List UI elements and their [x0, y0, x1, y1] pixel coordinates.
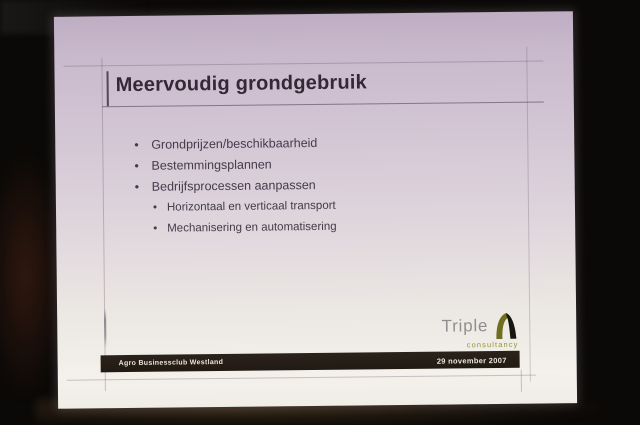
bullet-item — [134, 157, 336, 173]
bullet-marker — [134, 159, 151, 173]
slide-title: Meervoudig grondgebruik — [115, 71, 368, 97]
title-underline — [102, 102, 544, 108]
bullet-text: Horizontaal en verticaal transport — [166, 199, 336, 214]
bullet-text: Grondprijzen/beschikbaarheid — [151, 135, 318, 152]
bullet-text: Mechanisering en automatisering — [167, 220, 337, 235]
footer-date: 29 november 2007 — [436, 355, 507, 366]
logo-tagline: consultancy — [466, 339, 519, 350]
title-accent-bar — [106, 71, 108, 106]
bullet-text: Bedrijfsprocessen aanpassen — [151, 177, 316, 194]
vertical-fineprint-mark — [104, 308, 106, 348]
bullet-text: Bestemmingsplannen — [151, 157, 272, 173]
bullet-item-sub — [153, 220, 337, 236]
bullet-marker — [153, 201, 167, 215]
company-logo — [441, 312, 518, 350]
bullet-item — [135, 178, 337, 194]
bullet-item-sub — [153, 199, 337, 215]
footer-bar — [101, 351, 520, 373]
frame-line-bottom-right — [521, 370, 522, 392]
footer-event-name: Agro Businessclub Westland — [118, 359, 224, 368]
bullet-marker — [135, 180, 152, 194]
logo-name: Triple — [441, 316, 489, 336]
frame-line-top — [63, 61, 543, 67]
bullet-item — [134, 136, 336, 152]
frame-line-right — [526, 47, 531, 382]
arch-icon — [494, 312, 518, 339]
bullet-marker — [134, 138, 151, 152]
logo-row — [441, 312, 518, 340]
projection-screen — [54, 11, 577, 409]
bullet-marker — [153, 222, 167, 236]
room-shadow-left — [0, 150, 64, 400]
bullet-list — [134, 136, 337, 243]
frame-line-bottom — [67, 375, 536, 381]
